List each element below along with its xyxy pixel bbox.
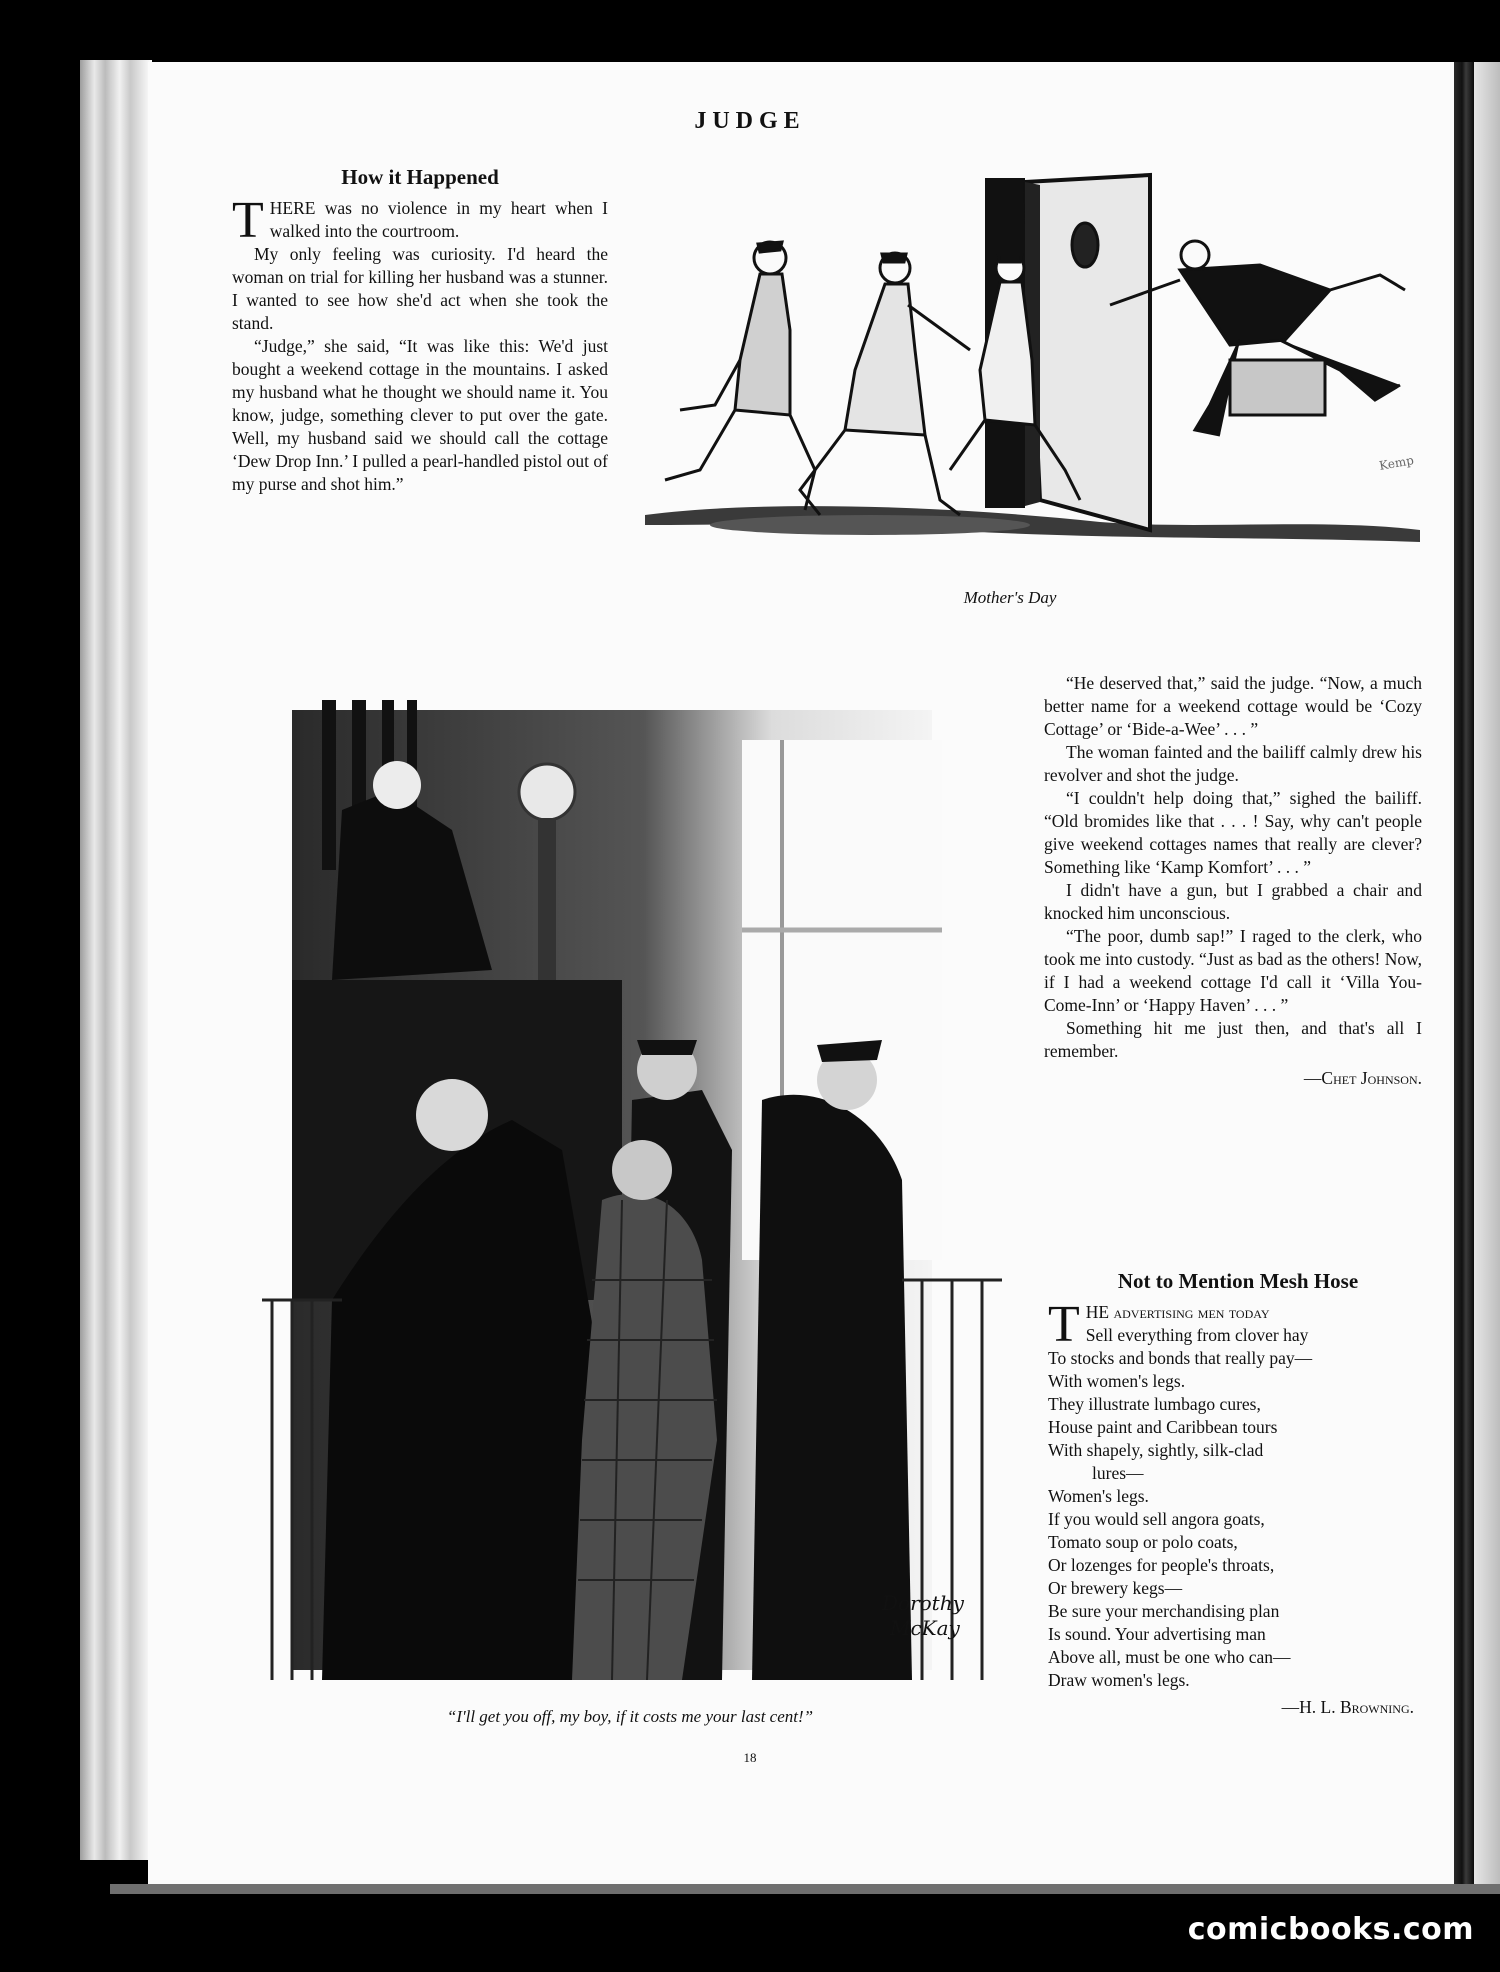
poem-title: Not to Mention Mesh Hose xyxy=(1117,1269,1359,1293)
poem-line: Sell everything from clover hay xyxy=(1085,1325,1309,1345)
poem-line: With shapely, sightly, silk-clad xyxy=(1048,1440,1264,1460)
story-byline: —Chet Johnson. xyxy=(1303,1068,1422,1088)
poem-line: Be sure your merchandising plan xyxy=(1048,1601,1280,1621)
story-paragraph-2: My only feeling was curiosity. I'd heard the woman on trial for killing her husband was a stunner. I wanted to see how she'd act when she took the stand. xyxy=(232,244,608,333)
poem-line: If you would sell angora goats, xyxy=(1048,1509,1265,1529)
poem-line: With women's legs. xyxy=(1048,1371,1186,1391)
poem-line: THE advertising men today xyxy=(1048,1296,1270,1353)
caption-mothers-day: Mother's Day xyxy=(963,588,1057,607)
poem-line: They illustrate lumbago cures, xyxy=(1048,1394,1261,1414)
poem-line: Or brewery kegs— xyxy=(1048,1578,1183,1598)
poem-byline: —H. L. Browning. xyxy=(1281,1697,1414,1717)
poem-line: Above all, must be one who can— xyxy=(1048,1647,1291,1667)
story-paragraph-4: “He deserved that,” said the judge. “Now, a much better name for a weekend cottage would be ‘Cozy Cottage’ or ‘Bide-a-Wee’ . . . ” xyxy=(1044,673,1422,739)
watermark: comicbooks.com xyxy=(1187,1912,1474,1947)
svg-text:Dorothy: Dorothy xyxy=(882,1591,964,1615)
book-spine xyxy=(80,60,152,1860)
poem-line: Tomato soup or polo coats, xyxy=(1048,1532,1238,1552)
svg-text:McKay: McKay xyxy=(890,1616,960,1640)
story-paragraph-5: The woman fainted and the bailiff calmly drew his revolver and shot the judge. xyxy=(1044,742,1422,785)
poem-line: Or lozenges for people's throats, xyxy=(1048,1555,1275,1575)
story-paragraph-9: Something hit me just then, and that's all I remember. xyxy=(1044,1018,1422,1061)
page-bottom-edge xyxy=(110,1884,1500,1894)
caption-courtroom: “I'll get you off, my boy, if it costs me your last cent!” xyxy=(446,1707,814,1726)
poem-line: To stocks and bonds that really pay— xyxy=(1048,1348,1313,1368)
page-gutter xyxy=(1454,62,1474,1884)
cartoon-mothers-day xyxy=(640,170,1430,570)
story-paragraph-3: “Judge,” she said, “It was like this: We'd just bought a weekend cottage in the mountains. I asked my husband what he thought we should name it. You know, judge, something clever to put over the gate. Well, my husband said we should call the cottage ‘Dew Drop Inn.’ I pulled a pearl-handled pistol out of my purse and shot him.” xyxy=(232,336,608,494)
poem-drop-cap: T xyxy=(1048,1296,1080,1353)
facing-page-edge xyxy=(1474,62,1500,1884)
story-paragraph-8: “The poor, dumb sap!” I raged to the clerk, who took me into custody. “Just as bad as the others! Now, if I had a weekend cottage I'd call it ‘Villa You-Come-Inn’ or ‘Happy Haven’ . . . ” xyxy=(1044,926,1422,1015)
masthead: JUDGE xyxy=(694,108,806,134)
story-paragraph-1: THERE was no violence in my heart when I walked into the courtroom. xyxy=(232,192,608,249)
story-title: How it Happened xyxy=(341,165,499,189)
story-column-top xyxy=(232,166,608,496)
story-paragraph-7: I didn't have a gun, but I grabbed a chair and knocked him unconscious. xyxy=(1044,880,1422,923)
drop-cap: T xyxy=(232,192,264,249)
poem-line: House paint and Caribbean tours xyxy=(1048,1417,1278,1437)
poem-line: Draw women's legs. xyxy=(1048,1670,1190,1690)
story-column-right xyxy=(1044,672,1422,1090)
poem xyxy=(1048,1270,1428,1719)
poem-line: lures— xyxy=(1092,1463,1144,1483)
page-number: 18 xyxy=(743,1750,757,1765)
story-paragraph-6: “I couldn't help doing that,” sighed the bailiff. “Old bromides like that . . . ! Say, why can't people give weekend cottages names that really are clever? Something like ‘Kamp Komfort’ . . . ” xyxy=(1044,788,1422,877)
poem-line: Is sound. Your advertising man xyxy=(1048,1624,1266,1644)
cartoon-courtroom xyxy=(262,680,1002,1700)
poem-line: Women's legs. xyxy=(1048,1486,1149,1506)
svg-text:Kemp: Kemp xyxy=(1378,453,1415,473)
